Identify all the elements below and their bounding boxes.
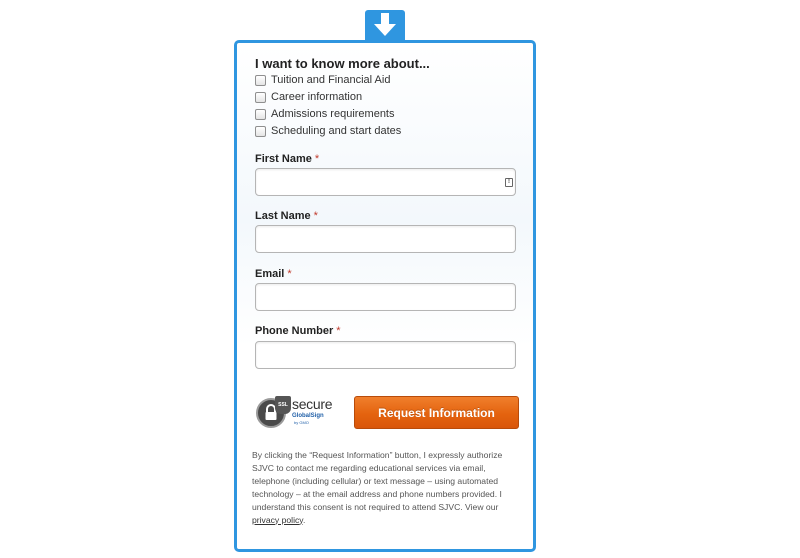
request-information-button[interactable]: Request Information xyxy=(354,396,519,429)
interest-label: Career information xyxy=(271,91,363,103)
arrow-down-tab xyxy=(365,10,405,42)
admissions-checkbox[interactable] xyxy=(255,109,266,120)
ssl-label: SSL xyxy=(275,396,291,414)
required-marker: * xyxy=(336,325,341,337)
last-name-label-text: Last Name xyxy=(255,210,311,222)
first-name-label xyxy=(255,153,319,165)
email-input[interactable] xyxy=(255,283,516,311)
privacy-policy-link[interactable]: privacy policy xyxy=(252,514,303,525)
interest-label: Admissions requirements xyxy=(271,108,395,120)
required-marker: * xyxy=(313,210,318,222)
interests-heading: I want to know more about... xyxy=(255,56,430,71)
interest-label: Scheduling and start dates xyxy=(271,125,402,137)
required-marker: * xyxy=(314,153,320,165)
last-name-label xyxy=(255,210,318,222)
last-name-input[interactable] xyxy=(255,225,516,253)
seal-brand: GlobalSign xyxy=(292,413,324,419)
seal-secure-text: secure xyxy=(292,396,333,412)
interest-tuition[interactable] xyxy=(255,73,390,87)
email-label xyxy=(255,268,292,280)
phone-label xyxy=(255,325,341,337)
autofill-icon[interactable]: ! xyxy=(505,178,513,187)
tuition-checkbox[interactable] xyxy=(255,75,266,86)
phone-input[interactable] xyxy=(255,341,516,369)
phone-label-text: Phone Number xyxy=(255,325,334,337)
interest-scheduling[interactable] xyxy=(255,124,401,138)
consent-body: By clicking the “Request Information” button, I expressly authorize SJVC to contact me regarding educational services via email, telephone (including cellular) or text message – using automated technology – at the email address and phone numbers provided. I understand this consent is not required to attend SJVC. View our xyxy=(252,450,503,512)
consent-text xyxy=(252,449,520,526)
email-label-text: Email xyxy=(255,268,285,280)
interest-admissions[interactable] xyxy=(255,107,395,121)
ssl-secure-seal[interactable] xyxy=(256,396,342,430)
consent-end: . xyxy=(302,514,306,525)
first-name-input[interactable] xyxy=(255,168,516,196)
scheduling-checkbox[interactable] xyxy=(255,126,266,137)
career-checkbox[interactable] xyxy=(255,92,266,103)
required-marker: * xyxy=(287,268,292,280)
request-info-form xyxy=(234,40,536,552)
interest-label: Tuition and Financial Aid xyxy=(271,74,391,86)
interest-career[interactable] xyxy=(255,90,362,104)
arrow-down-icon xyxy=(374,13,396,37)
first-name-label-text: First Name xyxy=(255,153,312,165)
seal-by: by GMO xyxy=(294,420,309,425)
